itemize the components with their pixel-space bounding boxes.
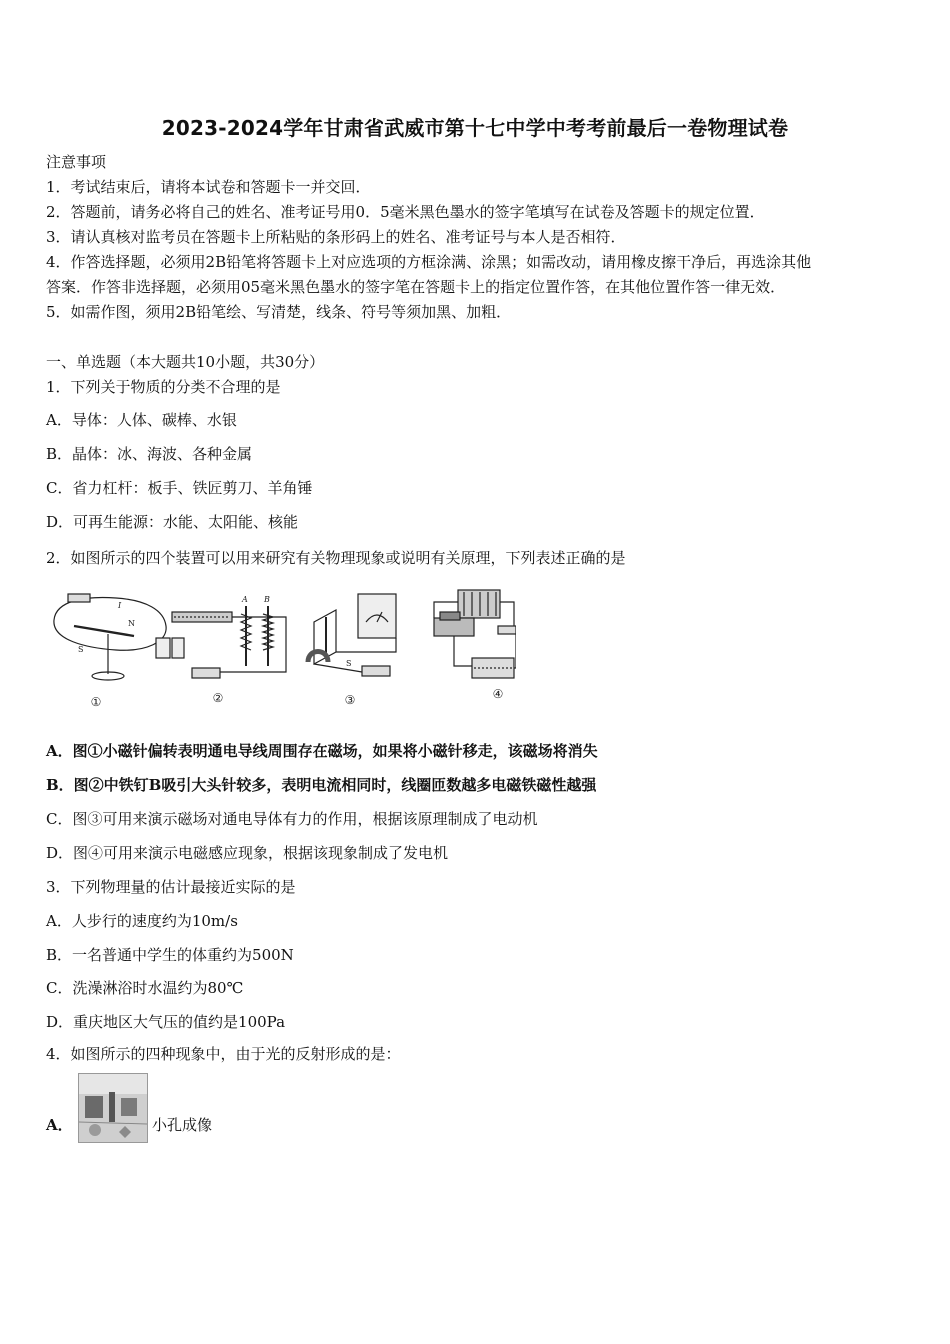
figure-1-oersted-experiment [54,594,166,680]
notice-heading: 注意事项 [46,153,107,171]
option-d: D．重庆地区大气压的值约是100Pa [46,1013,286,1031]
option-a-letter: A． [46,1116,73,1134]
page-title: 2023-2024学年甘肃省武威市第十七中学中考考前最后一卷物理试卷 [161,116,789,140]
question-stem: 1．下列关于物质的分类不合理的是 [46,378,281,396]
option-b: B．图②中铁钉B吸引大头针较多，表明电流相同时，线圈匝数越多电磁铁磁性越强 [46,776,597,794]
label-b: B [264,595,270,604]
option-c: C．洗澡淋浴时水温约为80℃ [46,979,244,997]
option-a: A．导体：人体、碳棒、水银 [46,411,237,429]
label-s: S [78,645,84,654]
notice-item: 1．考试结束后，请将本试卷和答题卡一并交回． [46,178,371,196]
figure-4-generator-circuit [434,590,516,678]
notice-item: 2．答题前，请务必将自己的姓名、准考证号用0．5毫米黑色墨水的签字笔填写在试卷及答题卡的规定位置． [46,203,765,221]
option-b: B．晶体：冰、海波、各种金属 [46,445,253,463]
physics-apparatus-figure [46,582,516,712]
figure-2-electromagnets [156,595,286,678]
figure-label-2: ② [212,691,224,705]
option-a: A．人步行的速度约为10m/s [46,912,238,930]
option-d: D．可再生能源：水能、太阳能、核能 [46,513,299,531]
option-d: D．图④可用来演示电磁感应现象，根据该现象制成了发电机 [46,844,449,862]
label-s: S [346,659,352,668]
label-a: A [242,595,248,604]
figure-3-motor-principle [308,594,396,676]
label-n: N [128,619,135,628]
question-stem: 3．下列物理量的估计最接近实际的是 [46,878,296,896]
pinhole-image-photo [78,1073,148,1143]
notice-item: 5．如需作图，须用2B铅笔绘、写清楚，线条、符号等须加黑、加粗． [46,303,512,321]
label-i: I [118,601,122,610]
notice-item: 答案．作答非选择题，必须用05毫米黑色墨水的签字笔在答题卡上的指定位置作答，在其他位置作答一律无效． [46,278,786,296]
option-a: A．图①小磁针偏转表明通电导线周围存在磁场，如果将小磁针移走，该磁场将消失 [46,742,598,760]
section-heading: 一、单选题（本大题共10小题，共30分） [46,353,325,371]
question-stem: 4．如图所示的四种现象中，由于光的反射形成的是： [46,1045,401,1063]
figure-label-1: ① [90,695,102,709]
figure-label-3: ③ [344,693,356,707]
notice-item: 4．作答选择题，必须用2B铅笔将答题卡上对应选项的方框涂满、涂黑；如需改动，请用橡皮擦干净后，再选涂其他 [46,253,812,271]
option-a-text: 小孔成像 [152,1116,213,1134]
notice-item: 3．请认真核对监考员在答题卡上所粘贴的条形码上的姓名、准考证号与本人是否相符． [46,228,626,246]
option-c: C．省力杠杆：板手、铁匠剪刀、羊角锤 [46,479,313,497]
figure-label-4: ④ [492,687,504,701]
question-stem: 2．如图所示的四个装置可以用来研究有关物理现象或说明有关原理，下列表述正确的是 [46,549,626,567]
option-b: B．一名普通中学生的体重约为500N [46,946,294,964]
pinhole-photo-illustration [79,1074,147,1142]
option-c: C．图③可用来演示磁场对通电导体有力的作用，根据该原理制成了电动机 [46,810,538,828]
